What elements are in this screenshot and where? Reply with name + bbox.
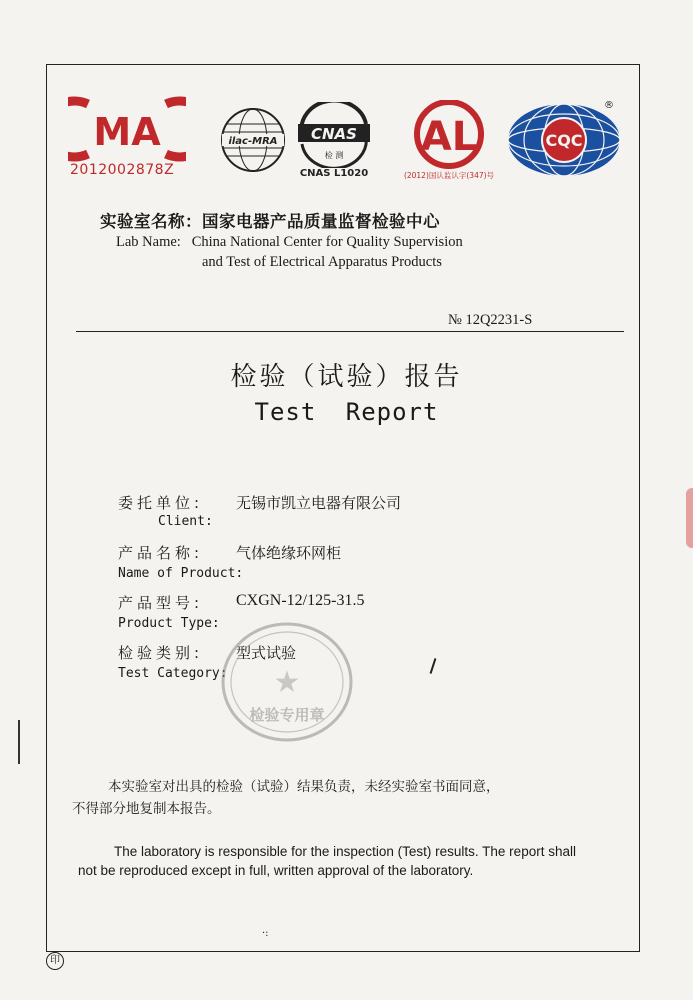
cqc-logo-text: CQC bbox=[545, 131, 583, 150]
disclaimer-en bbox=[78, 842, 618, 880]
disclaimer-en-line2: not be reproduced except in full, written approval of the laboratory. bbox=[78, 863, 474, 878]
cqc-logo bbox=[504, 100, 624, 180]
product-label-en: Name of Product: bbox=[118, 566, 244, 581]
disclaimer-cn-line1: 本实验室对出具的检验（试验）结果负责，未经实验室书面同意， bbox=[108, 779, 500, 795]
client-label-en: Client: bbox=[158, 514, 213, 529]
seal-mark: 印 bbox=[46, 952, 64, 970]
cnas-subtext: 检 测 bbox=[324, 151, 344, 160]
registered-mark: ® bbox=[604, 100, 614, 111]
category-label-cn: 检验类别: bbox=[118, 644, 204, 662]
cnas-logo bbox=[292, 102, 376, 182]
disclaimer-cn-line2: 不得部分地复制本报告。 bbox=[72, 801, 221, 817]
cma-logo bbox=[68, 96, 186, 184]
lab-name-en-value: China National Center for Quality Supervision bbox=[191, 234, 463, 250]
client-label-cn: 委托单位: bbox=[118, 494, 204, 512]
cma-number: 2012002878Z bbox=[70, 162, 175, 178]
cma-logo-text: MA bbox=[93, 110, 161, 154]
cnas-logo-text: CNAS bbox=[311, 125, 357, 143]
product-label-cn: 产品名称: bbox=[118, 544, 204, 562]
title-cn: 检验（试验）报告 bbox=[230, 362, 463, 392]
svg-text:★: ★ bbox=[273, 665, 301, 700]
scan-mark bbox=[18, 720, 20, 764]
type-value: CXGN-12/125-31.5 bbox=[236, 592, 365, 609]
type-label-cn: 产品型号: bbox=[118, 594, 204, 612]
footer-dots: ·: bbox=[262, 928, 269, 939]
ilac-logo-text: ilac-MRA bbox=[228, 136, 278, 147]
title-en: Test Report bbox=[254, 398, 439, 426]
category-label-en: Test Category: bbox=[118, 666, 228, 681]
ilac-mra-logo bbox=[218, 106, 288, 174]
product-value: 气体绝缘环网柜 bbox=[236, 544, 342, 562]
report-number: № 12Q2231-S bbox=[448, 312, 533, 328]
disclaimer-en-line1: The laboratory is responsible for the inspection (Test) results. The report shall bbox=[114, 844, 576, 859]
cal-logo bbox=[394, 100, 504, 186]
disclaimer-cn bbox=[72, 776, 612, 820]
accreditation-logos bbox=[68, 96, 628, 186]
cnas-number: CNAS L1020 bbox=[299, 168, 369, 179]
lab-name-en-label: Lab Name: bbox=[116, 234, 181, 250]
edge-seal-fragment bbox=[686, 488, 693, 548]
divider bbox=[76, 331, 624, 332]
inspection-stamp bbox=[218, 620, 356, 744]
lab-name-cn: 实验室名称：国家电器产品质量监督检验中心 bbox=[100, 212, 440, 231]
client-value: 无锡市凯立电器有限公司 bbox=[236, 494, 402, 512]
cal-number: (2012)国认监认字(347)号 bbox=[403, 171, 495, 180]
lab-name-en-line2: and Test of Electrical Apparatus Products bbox=[202, 254, 442, 270]
cal-logo-text: AL bbox=[420, 114, 478, 160]
category-value: 型式试验 bbox=[236, 644, 297, 662]
lab-name-en-line1 bbox=[116, 234, 463, 251]
stamp-text: 检验专用章 bbox=[249, 706, 325, 724]
type-label-en: Product Type: bbox=[118, 616, 220, 631]
